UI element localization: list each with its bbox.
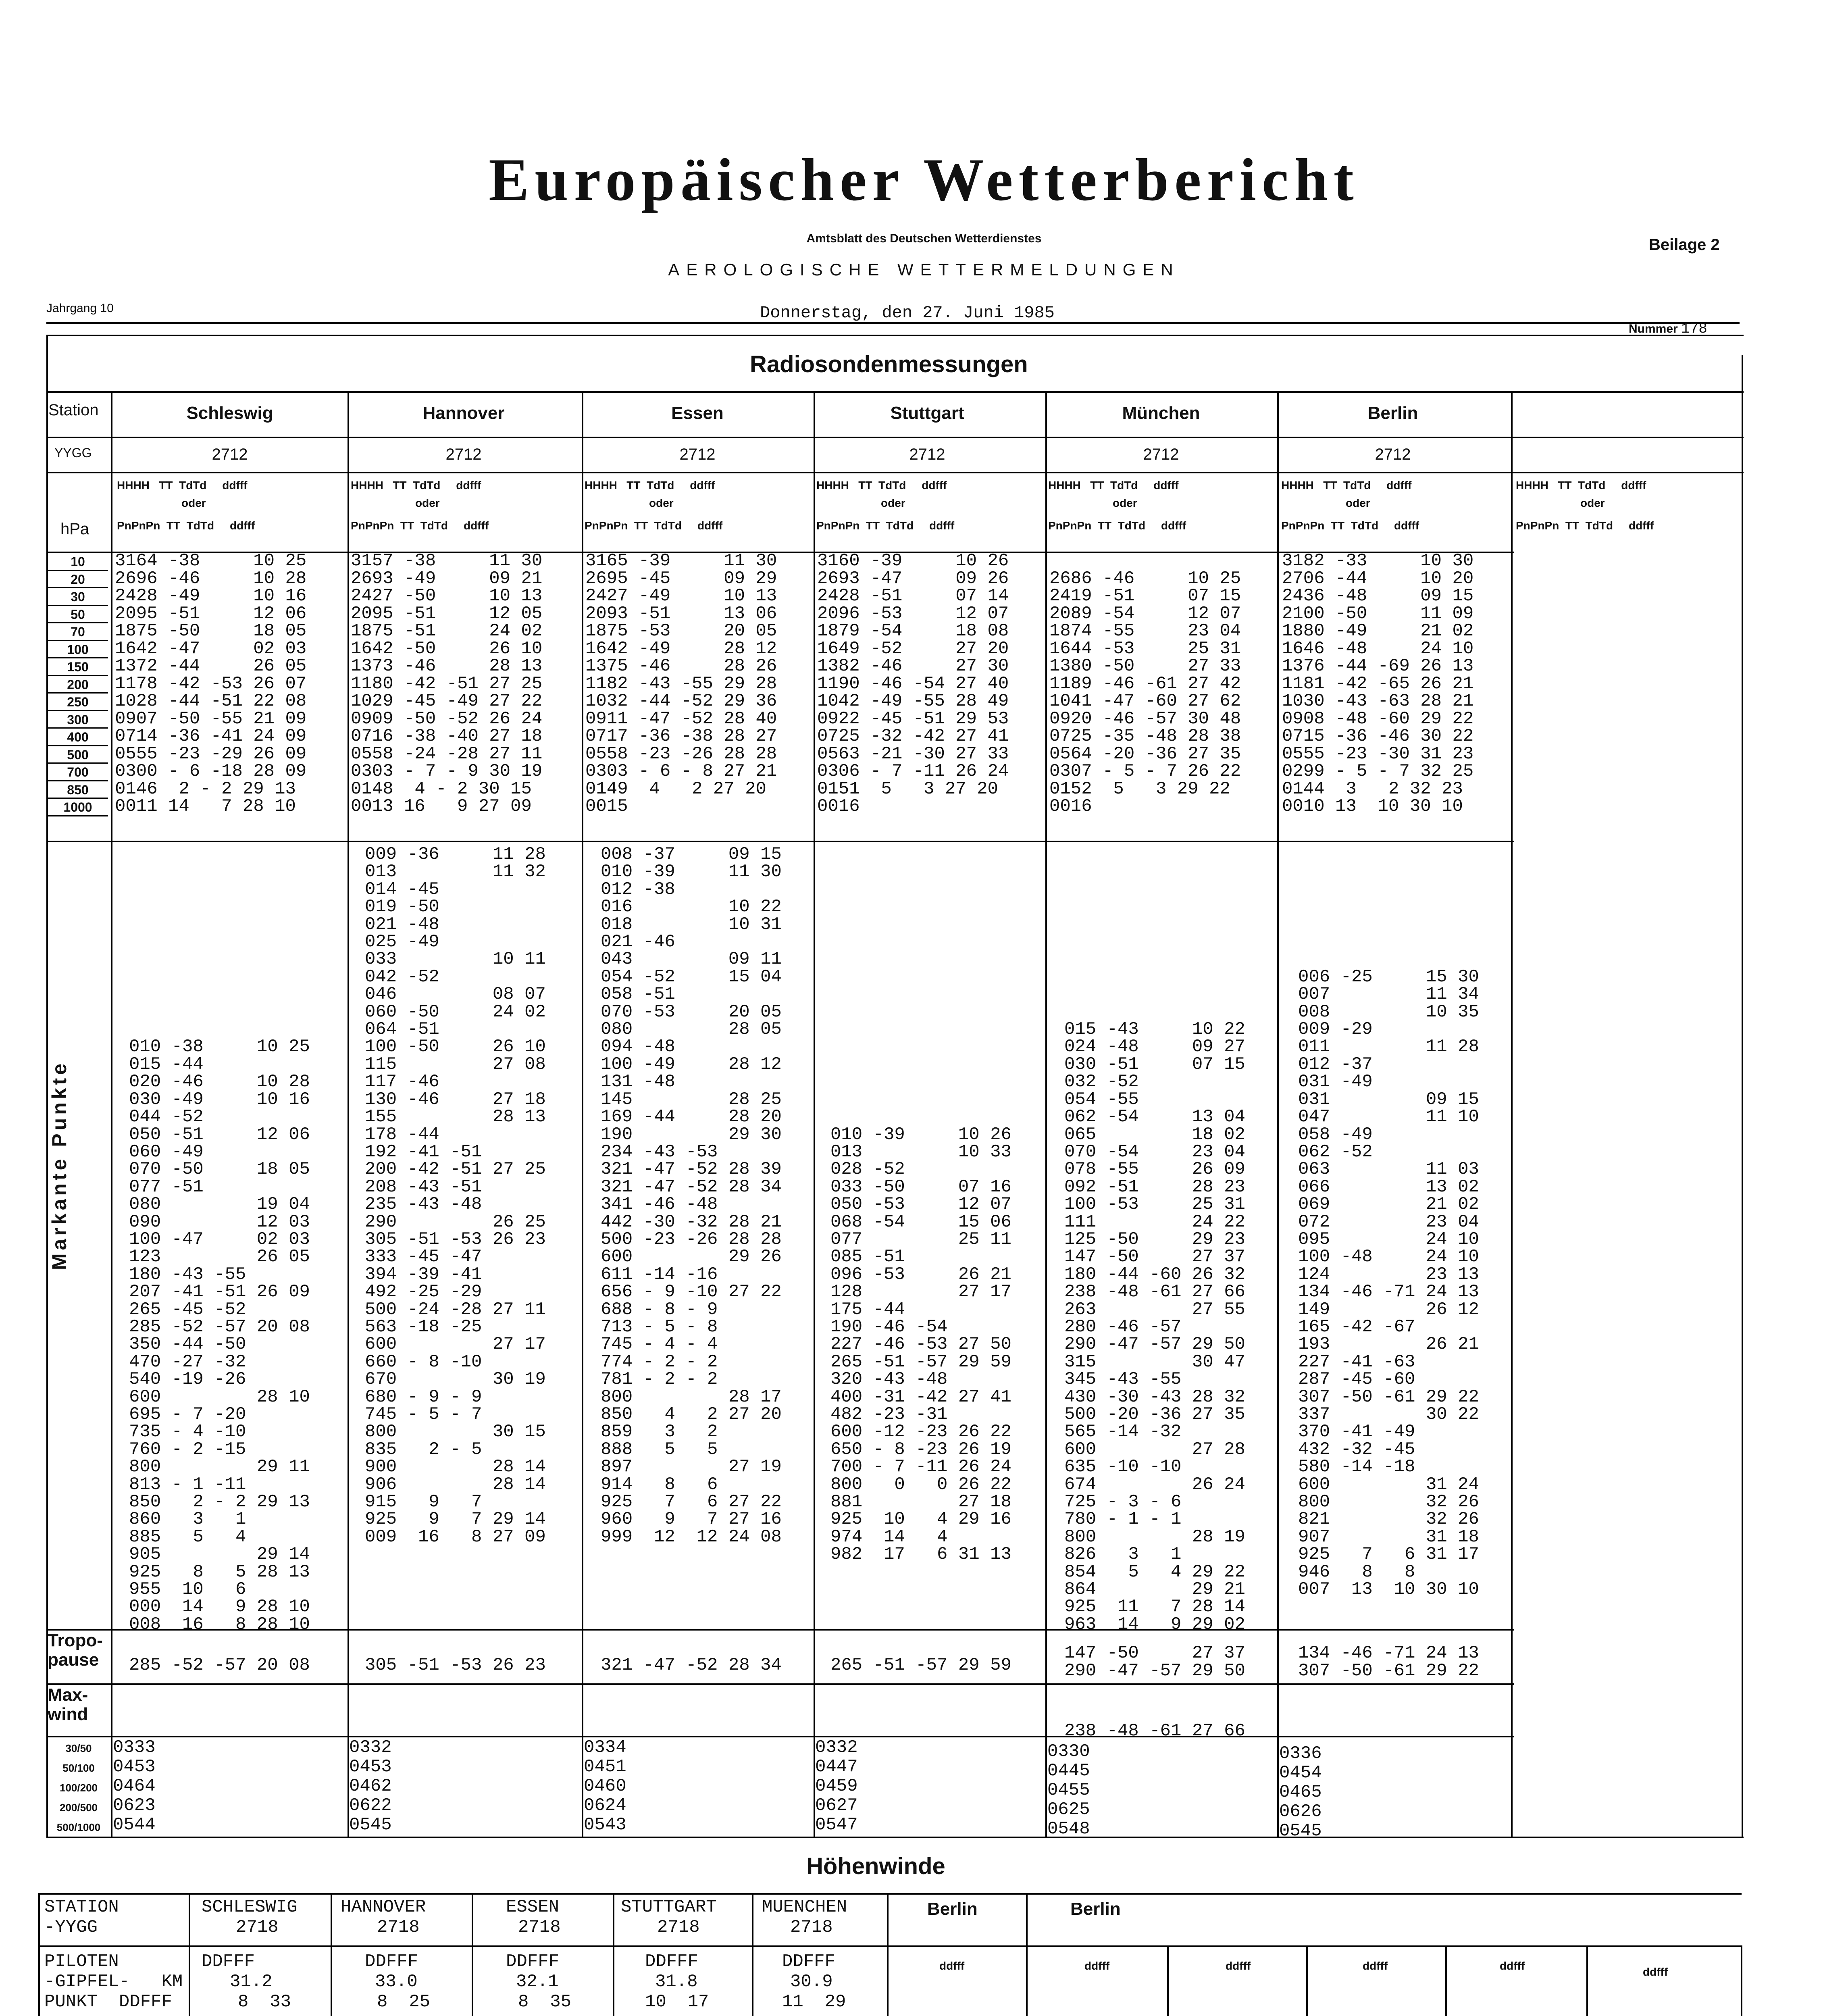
- col-divider-6: [1511, 391, 1513, 1837]
- hw-col-divider: [1306, 1945, 1308, 2016]
- hw-name-muenchen: MUENCHEN: [762, 1897, 847, 1917]
- hw-station-head: STATION -YYGG: [44, 1897, 119, 1937]
- col-head-1: HHHH TT TdTd ddfff: [351, 479, 481, 492]
- hw-col-divider: [1167, 1945, 1169, 2016]
- station-label: Station: [48, 401, 99, 419]
- level-label: 70: [48, 623, 108, 641]
- hw-name-stuttgart: STUTTGART: [621, 1897, 717, 1917]
- significant-hannover: 009 -36 11 28 013 11 32 014 -45 019 -50 021 -48 025 -49 033 10 11 042 -52 046 08 07 060 -50 24 02 064 -51 100 -50 26 10 115 27 08 117 -46 130 -46 27 18 155 28 13 178 -44 192 -41 -51 200 -42 -51 27 25 208 -43 -51 235 -43 -48 290 26 25 305 -51 -53 26 23 333 -45 -47 394 -39 -41 492 -25 -29 500 -24 -28 27 11 563 -18 -25 600 27 17 660 - 8 -10 670 30 19 680 - 9 - 9 745 - 5 - 7 800 30 15 835 2 - 5 900 28 14 906 28 14 915 9 7 925 9 7 29 14 009 16 8 27 09: [365, 844, 546, 1547]
- col-head-oder: oder: [181, 497, 206, 509]
- rule-trop-end: [46, 1683, 1514, 1685]
- hw-col-divider: [887, 1893, 889, 2016]
- station-hannover: Hannover: [422, 403, 505, 423]
- hw-col-divider: [1445, 1945, 1447, 2016]
- hw-name-hannover: HANNOVER: [341, 1897, 426, 1917]
- hpa-label: hPa: [60, 520, 89, 538]
- level-label: 30: [48, 588, 108, 606]
- hoehenwinde-title: Höhenwinde: [806, 1853, 945, 1879]
- hw-km-hannover: 33.0: [375, 1972, 418, 1992]
- col-head-1: HHHH TT TdTd ddfff: [1281, 479, 1412, 492]
- yygg-berlin: 2712: [1375, 446, 1411, 463]
- hw-name-essen: ESSEN: [506, 1897, 560, 1917]
- col-divider-5: [1277, 391, 1279, 1837]
- hw-col-divider: [472, 1893, 473, 2016]
- yygg-schleswig: 2712: [212, 446, 248, 463]
- col-head-1: HHHH TT TdTd ddfff: [117, 479, 248, 492]
- hw-km-schleswig: 31.2: [230, 1972, 273, 1992]
- col-head-oder: oder: [415, 497, 440, 509]
- level-label: 100: [48, 641, 108, 659]
- station-stuttgart: Stuttgart: [890, 403, 964, 423]
- significant-stuttgart: 010 -39 10 26 013 10 33 028 -52 033 -50 07 16 050 -53 12 07 068 -54 15 06 077 25 11 085 -51 096 -53 26 21 128 27 17 175 -44 190 -46 -54 227 -46 -53 27 50 265 -51 -57 29 59 320 -43 -48 400 -31 -42 27 41 482 -23 -31 600 -12 -23 26 22 650 - 8 -23 26 19 700 - 7 -11 26 24 800 0 0 26 22 881 27 18 925 10 4 29 16 974 14 4 982 17 6 31 13: [830, 1124, 1011, 1565]
- standard-muenchen: 2686 -46 10 25 2419 -51 07 15 2089 -54 12 07 1874 -55 23 04 1644 -53 25 31 1380 -50 27 33 1189 -46 -61 27 42 1041 -47 -60 27 62 0920 -46 -57 30 48 0725 -35 -48 28 38 0564 -20 -36 27 35 0307 - 5 - 7 26 22 0152 5 3 29 22 0016: [1049, 568, 1241, 816]
- hw-col-divider: [1026, 1893, 1028, 2016]
- hw-ddfff-stuttgart: DDFFF: [645, 1951, 699, 1972]
- hw-col-divider: [1586, 1945, 1588, 2016]
- col-head-2: PnPnPn TT TdTd ddfff: [1516, 519, 1654, 532]
- yygg-label: YYGG: [54, 446, 92, 460]
- significant-muenchen: 015 -43 10 22 024 -48 09 27 030 -51 07 15 032 -52 054 -55 062 -54 13 04 065 18 02 070 -54 23 04 078 -55 26 09 092 -51 28 23 100 -53 25 31 111 24 22 125 -50 29 23 147 -50 27 37 180 -44 -60 26 32 238 -48 -61 27 66 263 27 55 280 -46 -57 290 -47 -57 29 50 315 30 47 345 -43 -55 430 -30 -43 28 32 500 -20 -36 27 35 565 -14 -32 600 27 28 635 -10 -10 674 26 24 725 - 3 - 6 780 - 1 - 1 800 28 19 826 3 1 854 5 4 29 22 864 29 21 925 11 7 28 14 963 14 9 29 02: [1064, 1019, 1245, 1635]
- tropopause-essen: 321 -47 -52 28 34: [601, 1655, 782, 1675]
- level-label: 50: [48, 606, 108, 624]
- level-label: 850: [48, 781, 108, 799]
- rule-head: [46, 472, 1744, 473]
- hw-gipfel-schleswig: 8 33: [238, 1992, 291, 2012]
- thickness-hannover: 0332 0453 0462 0622 0545: [349, 1737, 392, 1835]
- hw-ddfff-head: ddfff: [1084, 1960, 1110, 1972]
- thickness-muenchen: 0330 0445 0455 0625 0548: [1047, 1741, 1090, 1839]
- thickness-berlin: 0336 0454 0465 0626 0545: [1279, 1743, 1322, 1841]
- rule-std-end: [46, 841, 1514, 842]
- col-head-2: PnPnPn TT TdTd ddfff: [1048, 519, 1186, 532]
- frame-right: [1742, 355, 1743, 1837]
- level-label: 400: [48, 729, 108, 746]
- rule-yygg: [46, 437, 1744, 438]
- rule-frame-bottom: [46, 1837, 1744, 1838]
- tropopause-berlin: 134 -46 -71 24 13 307 -50 -61 29 22: [1298, 1643, 1479, 1681]
- rule-stations: [46, 391, 1744, 393]
- level-label: 1000: [48, 799, 108, 816]
- standard-hannover: 3157 -38 11 30 2693 -49 09 21 2427 -50 10 13 2095 -51 12 05 1875 -51 24 02 1642 -50 26 10 1373 -46 28 13 1180 -42 -51 27 25 1029 -45 -49 27 22 0909 -50 -52 26 24 0716 -38 -40 27 18 0558 -24 -28 27 11 0303 - 7 - 9 30 19 0148 4 - 2 30 15 0013 16 9 27 09: [351, 551, 543, 816]
- tropopause-schleswig: 285 -52 -57 20 08: [129, 1655, 310, 1675]
- col-head-1: HHHH TT TdTd ddfff: [1048, 479, 1179, 492]
- maxwind-muenchen: 238 -48 -61 27 66: [1064, 1721, 1245, 1741]
- thickness-labels: 30/50 50/100 100/200 200/500 500/1000: [56, 1742, 101, 1833]
- jahrgang: Jahrgang 10: [46, 302, 114, 315]
- page-title: Europäischer Wetterbericht: [489, 146, 1359, 213]
- col-head-oder: oder: [1113, 497, 1137, 509]
- hw-col-divider: [331, 1893, 332, 2016]
- col-head-2: PnPnPn TT TdTd ddfff: [117, 519, 255, 532]
- level-label: 250: [48, 694, 108, 711]
- level-label: 150: [48, 658, 108, 676]
- level-label: 700: [48, 764, 108, 781]
- level-label: 20: [48, 571, 108, 589]
- significant-essen: 008 -37 09 15 010 -39 11 30 012 -38 016 10 22 018 10 31 021 -46 043 09 11 054 -52 15 04 058 -51 070 -53 20 05 080 28 05 094 -48 100 -49 28 12 131 -48 145 28 25 169 -44 28 20 190 29 30 234 -43 -53 321 -47 -52 28 39 321 -47 -52 28 34 341 -46 -48 442 -30 -32 28 21 500 -23 -26 28 28 600 29 26 611 -14 -16 656 - 9 -10 27 22 688 - 8 - 9 713 - 5 - 8 745 - 4 - 4 774 - 2 - 2 781 - 2 - 2 800 28 17 850 4 2 27 20 859 3 2 888 5 5 897 27 19 914 8 6 925 7 6 27 22 960 9 7 27 16 999 12 12 24 08: [601, 844, 782, 1547]
- col-divider-4: [1045, 391, 1047, 1837]
- hw-ddfff-head: ddfff: [1226, 1960, 1251, 1972]
- col-head-1: HHHH TT TdTd ddfff: [816, 479, 947, 492]
- hw-rule-top: [38, 1893, 1742, 1895]
- hw-ddfff-head: ddfff: [939, 1960, 965, 1972]
- yygg-hannover: 2712: [445, 446, 482, 463]
- col-head-1: HHHH TT TdTd ddfff: [1516, 479, 1646, 492]
- hw-name-berlin: Berlin: [927, 1899, 978, 1919]
- hw-gipfel-essen: 8 35: [518, 1992, 572, 2012]
- col-head-oder: oder: [881, 497, 905, 509]
- level-label: 10: [48, 553, 108, 571]
- station-schleswig: Schleswig: [186, 403, 273, 423]
- hw-ddfff-schleswig: DDFFF: [202, 1951, 255, 1972]
- radiosonde-title: Radiosondenmessungen: [750, 351, 1028, 377]
- hw-rule-station: [38, 1945, 1742, 1947]
- hw-ddfff-muenchen: DDFFF: [782, 1951, 836, 1972]
- yygg-muenchen: 2712: [1143, 446, 1179, 463]
- col-divider-2: [582, 391, 583, 1837]
- hw-yygg-muenchen: 2718: [790, 1917, 833, 1937]
- hw-ddfff-head: ddfff: [1363, 1960, 1388, 1972]
- standard-essen: 3165 -39 11 30 2695 -45 09 29 2427 -49 10 13 2093 -51 13 06 1875 -53 20 05 1642 -49 28 12 1375 -46 28 26 1182 -43 -55 29 28 1032 -44 -52 29 36 0911 -47 -52 28 40 0717 -36 -38 28 27 0558 -23 -26 28 28 0303 - 6 - 8 27 21 0149 4 2 27 20 0015: [585, 551, 777, 816]
- col-head-2: PnPnPn TT TdTd ddfff: [351, 519, 489, 532]
- col-divider-1: [348, 391, 349, 1837]
- col-divider-0: [111, 391, 112, 1837]
- level-label: 300: [48, 711, 108, 729]
- subtitle: Amtsblatt des Deutschen Wetterdienstes: [806, 232, 1042, 245]
- station-berlin: Berlin: [1367, 403, 1418, 423]
- level-label: 200: [48, 676, 108, 694]
- hw-yygg-stuttgart: 2718: [657, 1917, 700, 1937]
- hw-ddfff-essen: DDFFF: [506, 1951, 560, 1972]
- hw-frame-left: [38, 1893, 40, 2016]
- section-title: AEROLOGISCHE WETTERMELDUNGEN: [668, 260, 1180, 279]
- hw-ddfff-head: ddfff: [1500, 1960, 1525, 1972]
- rule-maxwind-end: [46, 1736, 1514, 1737]
- hw-km-muenchen: 30.9: [790, 1972, 833, 1992]
- significant-berlin: 006 -25 15 30 007 11 34 008 10 35 009 -29 011 11 28 012 -37 031 -49 031 09 15 047 11 10 058 -49 062 -52 063 11 03 066 13 02 069 21 02 072 23 04 095 24 10 100 -48 24 10 124 23 13 134 -46 -71 24 13 149 26 12 165 -42 -67 193 26 21 227 -41 -63 287 -45 -60 307 -50 -61 29 22 337 30 22 370 -41 -49 432 -32 -45 580 -14 -18 600 31 24 800 32 26 821 32 26 907 31 18 925 7 6 31 17 946 8 8 007 13 10 30 10: [1298, 966, 1479, 1600]
- hw-km-essen: 32.1: [516, 1972, 559, 1992]
- tropopause-hannover: 305 -51 -53 26 23: [365, 1655, 546, 1675]
- hw-ddfff-hannover: DDFFF: [365, 1951, 418, 1972]
- station-essen: Essen: [671, 403, 724, 423]
- tropopause-stuttgart: 265 -51 -57 29 59: [830, 1655, 1011, 1675]
- hw-col-divider: [613, 1893, 614, 2016]
- thickness-essen: 0334 0451 0460 0624 0543: [584, 1737, 626, 1835]
- col-head-oder: oder: [1580, 497, 1605, 509]
- yygg-stuttgart: 2712: [909, 446, 945, 463]
- hw-ddfff-head: ddfff: [1643, 1966, 1668, 1978]
- tropopause-muenchen: 147 -50 27 37 290 -47 -57 29 50: [1064, 1643, 1245, 1681]
- hw-gipfel-stuttgart: 10 17: [645, 1992, 709, 2012]
- pressure-levels: [48, 553, 108, 816]
- significant-schleswig: 010 -38 10 25 015 -44 020 -46 10 28 030 -49 10 16 044 -52 050 -51 12 06 060 -49 070 -50 18 05 077 -51 080 19 04 090 12 03 100 -47 02 03 123 26 05 180 -43 -55 207 -41 -51 26 09 265 -45 -52 285 -52 -57 20 08 350 -44 -50 470 -27 -32 540 -19 -26 600 28 10 695 - 7 -20 735 - 4 -10 760 - 2 -15 800 29 11 813 - 1 -11 850 2 - 2 29 13 860 3 1 885 5 4 905 29 14 925 8 5 28 13 955 10 6 000 14 9 28 10 008 16 8 28 10: [129, 1037, 310, 1635]
- hw-gipfel-muenchen: 11 29: [782, 1992, 846, 2012]
- col-head-2: PnPnPn TT TdTd ddfff: [585, 519, 723, 532]
- standard-berlin: 3182 -33 10 30 2706 -44 10 20 2436 -48 09 15 2100 -50 11 09 1880 -49 21 02 1646 -48 24 10 1376 -44 -69 26 13 1181 -42 -65 26 21 1030 -43 -63 28 21 0908 -48 -60 29 22 0715 -36 -46 30 22 0555 -23 -30 31 23 0299 - 5 - 7 32 25 0144 3 2 32 23 0010 13 10 30 10: [1282, 551, 1474, 816]
- station-muenchen: München: [1122, 403, 1200, 423]
- yygg-essen: 2712: [679, 446, 716, 463]
- hw-col-divider: [752, 1893, 753, 2016]
- hw-col-divider: [189, 1893, 190, 2016]
- hw-gipfel-hannover: 8 25: [377, 1992, 431, 2012]
- hw-yygg-hannover: 2718: [377, 1917, 420, 1937]
- hw-piloten-head: PILOTEN -GIPFEL- KM PUNKT DDFFF: [44, 1951, 183, 2012]
- thickness-stuttgart: 0332 0447 0459 0627 0547: [815, 1737, 858, 1835]
- beilage-label: Beilage 2: [1649, 236, 1720, 254]
- maxwind-label: Max-wind: [48, 1685, 88, 1724]
- thickness-schleswig: 0333 0453 0464 0623 0544: [113, 1737, 156, 1835]
- hw-yygg-schleswig: 2718: [236, 1917, 279, 1937]
- hw-km-stuttgart: 31.8: [655, 1972, 698, 1992]
- standard-stuttgart: 3160 -39 10 26 2693 -47 09 26 2428 -51 07 14 2096 -53 12 07 1879 -54 18 08 1649 -52 27 20 1382 -46 27 30 1190 -46 -54 27 40 1042 -49 -55 28 49 0922 -45 -51 29 53 0725 -32 -42 27 41 0563 -21 -30 27 33 0306 - 7 -11 26 24 0151 5 3 27 20 0016: [817, 551, 1009, 816]
- hw-name-schleswig: SCHLESWIG: [202, 1897, 298, 1917]
- hw-yygg-essen: 2718: [518, 1917, 561, 1937]
- hw-col-divider: [1741, 1945, 1742, 2016]
- frame-top: [46, 335, 1744, 336]
- hw-name-berlin-2: Berlin: [1070, 1899, 1121, 1919]
- issue-number: Nummer 178: [1629, 321, 1707, 337]
- markante-punkte-label: Markante Punkte: [48, 1060, 71, 1270]
- col-head-2: PnPnPn TT TdTd ddfff: [1281, 519, 1419, 532]
- col-divider-3: [814, 391, 815, 1837]
- col-head-1: HHHH TT TdTd ddfff: [585, 479, 715, 492]
- level-label: 500: [48, 746, 108, 764]
- col-head-oder: oder: [1346, 497, 1370, 509]
- date: Donnerstag, den 27. Juni 1985: [760, 303, 1055, 323]
- tropopause-label: Tropo-pause: [48, 1631, 103, 1670]
- col-head-2: PnPnPn TT TdTd ddfff: [816, 519, 955, 532]
- col-head-oder: oder: [649, 497, 674, 509]
- standard-schleswig: 3164 -38 10 25 2696 -46 10 28 2428 -49 10 16 2095 -51 12 06 1875 -50 18 05 1642 -47 02 03 1372 -44 26 05 1178 -42 -53 26 07 1028 -44 -51 22 08 0907 -50 -55 21 09 0714 -36 -41 24 09 0555 -23 -29 26 09 0300 - 6 -18 28 09 0146 2 - 2 29 13 0011 14 7 28 10: [115, 551, 307, 816]
